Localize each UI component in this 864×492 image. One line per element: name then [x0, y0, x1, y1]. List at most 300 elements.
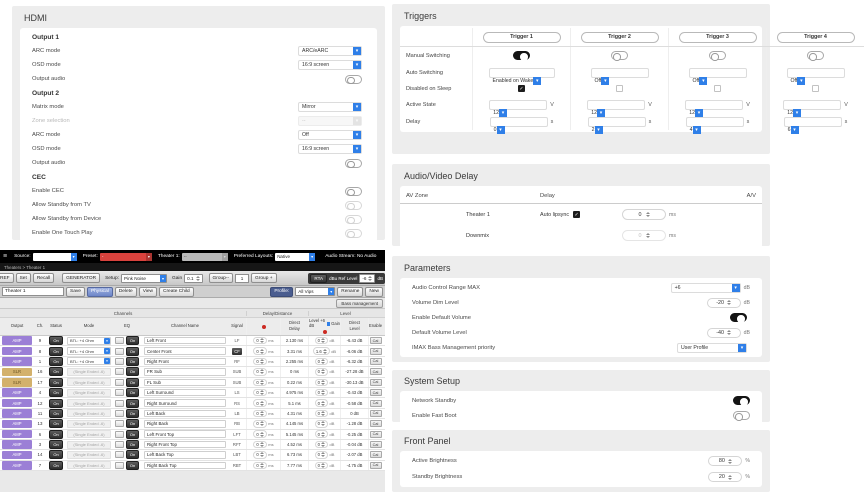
toggle-switch[interactable]: [345, 201, 362, 210]
chevron-down-icon: ▾: [732, 284, 740, 292]
ref-button[interactable]: REF: [0, 273, 14, 283]
direct-delay-value: 4.145 ms: [285, 421, 304, 427]
cal-button[interactable]: Cal: [370, 358, 382, 365]
channel-number: 12: [37, 400, 43, 406]
direct-delay-value: 4.52 ms: [287, 442, 302, 448]
unit-label: ms: [268, 442, 274, 448]
channel-name-input[interactable]: Left Back Top: [144, 451, 226, 459]
disabled-on-sleep-checkbox[interactable]: [714, 85, 721, 92]
stepper-arrows-icon[interactable]: [728, 475, 732, 480]
cal-button[interactable]: Cal: [370, 400, 382, 407]
eq-on-button[interactable]: On: [126, 336, 139, 345]
cal-button[interactable]: Cal: [370, 368, 382, 375]
physical-button[interactable]: Physical: [87, 287, 113, 297]
settings-row: [20, 44, 377, 58]
chevron-down-icon: ▾: [72, 254, 75, 259]
delay-stepper[interactable]: 0: [253, 420, 267, 428]
eq-button[interactable]: [115, 451, 124, 458]
eq-on-button[interactable]: On: [126, 409, 139, 418]
eq-button[interactable]: [115, 431, 124, 438]
stepper-arrows-icon[interactable]: [260, 463, 264, 468]
triggers-card: [400, 26, 848, 133]
mode-fixed-label: (Single Ended -6): [67, 409, 111, 417]
unit-label: ms: [268, 358, 274, 364]
stepper-arrows-icon[interactable]: [260, 349, 264, 354]
level-stepper[interactable]: 0: [315, 430, 329, 438]
output-type-badge: AMP: [2, 388, 32, 397]
eq-button[interactable]: [115, 410, 124, 417]
level-stepper[interactable]: 1.6: [313, 347, 330, 355]
hdmi-panel: [12, 6, 385, 240]
unit-label: s: [844, 118, 848, 125]
toggle-switch[interactable]: [345, 159, 362, 168]
stepper[interactable]: -20: [707, 298, 741, 308]
eq-button[interactable]: [115, 400, 124, 407]
channel-row: [0, 461, 385, 471]
eq-on-button[interactable]: On: [126, 450, 139, 459]
eq-on-button[interactable]: On: [126, 388, 139, 397]
channel-number: 13: [37, 421, 43, 427]
theater-toolbar: [0, 286, 385, 298]
stepper[interactable]: 80: [708, 456, 742, 466]
stepper[interactable]: 20: [708, 472, 742, 482]
stepper-arrows-icon[interactable]: [727, 330, 731, 335]
stepper-arrows-icon[interactable]: [321, 359, 325, 364]
status-on-button[interactable]: On: [49, 388, 62, 397]
channel-name-input[interactable]: Right Back Top: [144, 462, 226, 470]
status-on-button[interactable]: On: [49, 450, 62, 459]
stepper[interactable]: -40: [707, 328, 741, 338]
settings-row: [20, 100, 377, 114]
mode-dropdown[interactable]: BTL: +4 Ohm ▾: [67, 347, 111, 355]
stepper-arrows-icon[interactable]: [728, 459, 732, 464]
unit-label: dB: [329, 369, 335, 375]
recall-button[interactable]: Recall: [33, 273, 54, 283]
active-state-dropdown[interactable]: 12 ▾: [587, 100, 645, 110]
stepper-arrows-icon[interactable]: [321, 432, 325, 437]
eq-button[interactable]: [115, 337, 124, 344]
stepper-arrows-icon[interactable]: [321, 390, 325, 395]
col-enable: Enable: [368, 318, 382, 335]
stepper-arrows-icon[interactable]: [368, 276, 372, 281]
stepper-arrows-icon[interactable]: [260, 411, 264, 416]
auto-lipsync-checkbox[interactable]: [573, 211, 580, 218]
delay-dropdown[interactable]: 0 ▾: [490, 117, 548, 127]
direct-delay-value: 4.31 ms: [287, 410, 302, 416]
delay-stepper[interactable]: 0: [253, 358, 267, 366]
cal-button[interactable]: Cal: [370, 420, 382, 427]
eq-on-button[interactable]: On: [126, 367, 139, 376]
trigger-3-button[interactable]: Trigger 3: [679, 32, 757, 43]
manual-switching-toggle[interactable]: [709, 51, 726, 60]
toggle-switch[interactable]: [345, 187, 362, 196]
delay-stepper[interactable]: 0: [253, 462, 267, 470]
stepper-arrows-icon[interactable]: [260, 380, 264, 385]
toggle-switch[interactable]: [345, 75, 362, 84]
disabled-on-sleep-checkbox[interactable]: [616, 85, 623, 92]
setting-label: Allow Standby from TV: [32, 202, 91, 208]
delay-dropdown[interactable]: 2 ▾: [588, 117, 646, 127]
chevron-down-icon: ▾: [147, 254, 150, 259]
toggle-switch[interactable]: [345, 229, 362, 238]
chevron-down-icon: ▾: [330, 289, 333, 294]
channel-name-input[interactable]: Center Front: [144, 347, 226, 355]
audio-stream-value: No Audio: [356, 254, 377, 259]
stepper-arrows-icon[interactable]: [323, 349, 327, 354]
stepper-arrows-icon[interactable]: [646, 212, 650, 217]
dbu-ref-level-stepper[interactable]: -6: [359, 274, 375, 283]
delay-row: [400, 113, 864, 133]
delay-stepper[interactable]: 0: [253, 399, 267, 407]
source-dropdown[interactable]: [33, 253, 77, 261]
cal-button[interactable]: Cal: [370, 379, 382, 386]
col-direct-level: Direct Level: [340, 318, 368, 335]
trigger-4-button[interactable]: Trigger 4: [777, 32, 855, 43]
dropdown[interactable]: [298, 144, 362, 154]
direct-delay-value: 2.255 ms: [285, 358, 304, 364]
dbu-ref-level-label: dBu Ref Level: [329, 275, 358, 281]
delay-stepper[interactable]: 0: [253, 337, 267, 345]
eq-button[interactable]: [115, 441, 124, 448]
chevron-down-icon: ▾: [223, 254, 226, 259]
status-on-button[interactable]: On: [49, 357, 62, 366]
manual-switching-toggle[interactable]: [611, 51, 628, 60]
stepper-arrows-icon[interactable]: [727, 300, 731, 305]
eq-on-button[interactable]: On: [126, 440, 139, 449]
channel-name-input[interactable]: Right Surround: [144, 399, 226, 407]
delay-stepper[interactable]: 0: [622, 209, 666, 220]
channel-name-input[interactable]: Right Back: [144, 420, 226, 428]
eq-on-button[interactable]: On: [126, 347, 139, 356]
channel-name-input[interactable]: Right Front Top: [144, 441, 226, 449]
auto-switching-dropdown[interactable]: Off ▾: [689, 68, 747, 78]
group-minus-button[interactable]: Group--: [209, 273, 234, 283]
triggers-table: [400, 28, 864, 133]
system-setup-title: System Setup: [404, 376, 461, 386]
status-on-button[interactable]: On: [49, 399, 62, 408]
generator-signal-dropdown[interactable]: Pink Noise ▾: [121, 274, 167, 283]
eq-button[interactable]: [115, 389, 124, 396]
channel-name-input[interactable]: Left Front Top: [144, 430, 226, 438]
channel-row: [0, 398, 385, 408]
unit-label: dB: [329, 452, 335, 458]
status-on-button[interactable]: On: [49, 409, 62, 418]
channel-name-input[interactable]: FL Sub: [144, 379, 226, 387]
mode-dropdown[interactable]: BTL: +4 Ohm ▾: [67, 337, 111, 345]
level-stepper[interactable]: 0: [315, 379, 329, 387]
status-on-button[interactable]: On: [49, 347, 62, 356]
unit-label: dB: [329, 338, 335, 344]
trigger-1-button[interactable]: Trigger 1: [483, 32, 561, 43]
delete-button[interactable]: Delete: [115, 287, 137, 297]
menu-icon[interactable]: ≡: [3, 253, 8, 260]
delay-stepper[interactable]: 0: [253, 389, 267, 397]
cal-button[interactable]: Cal: [370, 462, 382, 469]
eq-button[interactable]: [115, 348, 124, 355]
manual-switching-toggle[interactable]: [807, 51, 824, 60]
save-button[interactable]: Save: [66, 287, 85, 297]
chevron-down-icon: ▾: [353, 117, 361, 125]
level-stepper[interactable]: 0: [315, 337, 329, 345]
output-type-badge: AMP: [2, 347, 32, 356]
eq-on-button[interactable]: On: [126, 399, 139, 408]
rta-button[interactable]: RTA: [310, 274, 327, 283]
parameters-rows: [400, 280, 762, 355]
settings-row: [400, 469, 762, 485]
stepper-arrows-icon[interactable]: [321, 369, 325, 374]
stepper-arrows-icon[interactable]: [321, 401, 325, 406]
stepper-arrows-icon[interactable]: [321, 452, 325, 457]
delay-stepper[interactable]: 0: [253, 451, 267, 459]
chevron-down-icon: ▾: [695, 109, 703, 117]
preset-label: Preset:: [82, 254, 98, 259]
status-on-button[interactable]: On: [49, 367, 62, 376]
theater-name-input[interactable]: Theater 1: [2, 287, 64, 296]
trigger-2-button[interactable]: Trigger 2: [581, 32, 659, 43]
stepper-arrows-icon[interactable]: [260, 359, 264, 364]
stepper-arrows-icon[interactable]: [260, 432, 264, 437]
disabled-on-sleep-checkbox[interactable]: [518, 85, 525, 92]
channel-table-body: [0, 336, 385, 471]
generator-toolbar: [0, 271, 385, 286]
col-mode: Mode: [83, 323, 95, 329]
eq-button[interactable]: [115, 368, 124, 375]
level-stepper[interactable]: 0: [315, 420, 329, 428]
status-on-button[interactable]: On: [49, 461, 62, 470]
level-stepper[interactable]: 0: [315, 462, 329, 470]
status-on-button[interactable]: On: [49, 336, 62, 345]
profile-dropdown[interactable]: All Vips ▾: [295, 287, 335, 296]
new-button[interactable]: New: [365, 287, 383, 297]
mute-indicator-icon: [246, 318, 280, 335]
status-on-button[interactable]: On: [49, 419, 62, 428]
unit-label: %: [745, 458, 750, 464]
toggle-switch[interactable]: [730, 313, 747, 322]
gain-stepper[interactable]: 0.1: [184, 274, 202, 283]
setting-control: [298, 46, 365, 56]
auto-lipsync-label: Auto lipsync: [540, 211, 570, 218]
stepper-arrows-icon[interactable]: [260, 442, 264, 447]
set-button[interactable]: Set: [16, 273, 31, 283]
eq-button[interactable]: [115, 358, 124, 365]
toggle-switch[interactable]: [733, 396, 750, 405]
signal-badge: LF: [234, 338, 240, 344]
level-stepper[interactable]: 0: [315, 451, 329, 459]
chevron-down-icon: ▾: [791, 126, 799, 134]
auto-switching-dropdown[interactable]: Enabled on Wake ▾: [489, 68, 555, 78]
row-label: Disabled on Sleep: [406, 85, 452, 92]
cal-button[interactable]: Cal: [370, 337, 382, 344]
unit-label: dB: [329, 442, 335, 448]
chevron-down-icon: ▾: [311, 254, 314, 259]
channel-name-input[interactable]: Left Back: [144, 410, 226, 418]
chevron-down-icon: ▾: [738, 344, 746, 352]
delay-dropdown[interactable]: 6 ▾: [784, 117, 842, 127]
eq-on-button[interactable]: On: [126, 419, 139, 428]
mode-fixed-label: (Single Ended -6): [67, 420, 111, 428]
dropdown[interactable]: [298, 46, 362, 56]
delay-stepper[interactable]: 0: [622, 230, 666, 241]
cal-button[interactable]: Cal: [370, 441, 382, 448]
status-on-button[interactable]: On: [49, 378, 62, 387]
level-stepper[interactable]: 0: [315, 368, 329, 376]
level-stepper[interactable]: 0: [315, 441, 329, 449]
stepper-arrows-icon[interactable]: [321, 411, 325, 416]
dropdown-value: 16:9 screen: [302, 62, 330, 68]
dropdown[interactable]: +6 ▾: [671, 283, 741, 293]
delay-stepper[interactable]: 0: [253, 368, 267, 376]
bass-management-button[interactable]: Bass management: [336, 299, 383, 308]
preferred-layouts-dropdown[interactable]: Native ▾: [277, 254, 314, 259]
setting-control: [298, 116, 365, 126]
dropdown[interactable]: User Profile ▾: [677, 343, 747, 353]
setting-label: OSD mode: [32, 62, 61, 68]
disabled-on-sleep-checkbox[interactable]: [812, 85, 819, 92]
manual-switching-toggle[interactable]: [513, 51, 530, 60]
direct-level-value: -0.43 dB: [346, 390, 363, 396]
eq-button[interactable]: [115, 420, 124, 427]
eq-button[interactable]: [115, 379, 124, 386]
level-stepper[interactable]: 0: [315, 389, 329, 397]
stepper-arrows-icon[interactable]: [196, 276, 200, 281]
unit-label: dB: [329, 400, 335, 406]
view-button[interactable]: View: [139, 287, 157, 297]
mode-fixed-label: (Single Ended -6): [67, 461, 111, 469]
cal-button[interactable]: Cal: [370, 389, 382, 396]
delay-stepper[interactable]: 0: [253, 430, 267, 438]
eq-on-button[interactable]: On: [126, 357, 139, 366]
channel-name-input[interactable]: Right Front: [144, 358, 226, 366]
eq-on-button[interactable]: On: [126, 461, 139, 470]
status-on-button[interactable]: On: [49, 430, 62, 439]
unit-label: dB: [329, 421, 335, 427]
chevron-down-icon: ▾: [793, 109, 801, 117]
chevron-down-icon: ▾: [499, 109, 507, 117]
stepper-arrows-icon[interactable]: [260, 338, 264, 343]
unit-label: dB: [329, 410, 335, 416]
preset-dropdown[interactable]: - ▾: [101, 254, 150, 259]
settings-row: [400, 310, 762, 325]
eq-button[interactable]: [115, 462, 124, 469]
direct-level-value: -6.32 dB: [346, 358, 363, 364]
cal-button[interactable]: Cal: [370, 348, 382, 355]
delay-stepper[interactable]: 0: [253, 347, 267, 355]
settings-row: [20, 156, 377, 170]
toggle-switch[interactable]: [733, 411, 750, 420]
cal-button[interactable]: Cal: [370, 431, 382, 438]
setting-label: Matrix mode: [32, 104, 64, 110]
group-number-field[interactable]: 1: [235, 274, 249, 283]
cal-button[interactable]: Cal: [370, 410, 382, 417]
setting-label: CEC: [32, 173, 46, 181]
setting-control: [345, 215, 365, 224]
theater-dropdown[interactable]: -- ▾: [183, 254, 226, 259]
direct-level-value: -2.07 dB: [346, 452, 363, 458]
front-panel-title: Front Panel: [404, 436, 451, 446]
setting-control: [345, 159, 365, 168]
active-state-dropdown[interactable]: 12 ▾: [685, 100, 743, 110]
theater-label: Theater 1:: [157, 254, 180, 259]
dropdown[interactable]: [298, 102, 362, 112]
setting-label: Standby Brightness: [412, 474, 463, 480]
delay-stepper[interactable]: 0: [253, 441, 267, 449]
col-delay: Delay: [540, 192, 555, 199]
group-plus-button[interactable]: Group +: [251, 273, 276, 283]
stepper-arrows-icon[interactable]: [260, 401, 264, 406]
cal-button[interactable]: Cal: [370, 451, 382, 458]
stepper-arrows-icon[interactable]: [321, 421, 325, 426]
stepper-arrows-icon[interactable]: [260, 421, 264, 426]
settings-row: [400, 295, 762, 310]
zone-label: Theater 1: [466, 211, 490, 218]
rename-button[interactable]: Rename: [337, 287, 363, 297]
create-child-button[interactable]: Create Child: [159, 287, 194, 297]
level-stepper[interactable]: 0: [315, 358, 329, 366]
stepper-arrows-icon[interactable]: [321, 442, 325, 447]
toggle-switch[interactable]: [345, 215, 362, 224]
stepper-arrows-icon[interactable]: [260, 390, 264, 395]
eq-on-button[interactable]: On: [126, 430, 139, 439]
status-on-button[interactable]: On: [49, 440, 62, 449]
chevron-down-icon: ▾: [597, 109, 605, 117]
unit-label: dB: [743, 284, 750, 291]
delay-dropdown[interactable]: 4 ▾: [686, 117, 744, 127]
output-type-badge: AMP: [2, 409, 32, 418]
setting-label: Default Volume Level: [412, 329, 467, 336]
setting-control: [345, 229, 365, 238]
delay-stepper[interactable]: 0: [253, 379, 267, 387]
active-state-dropdown[interactable]: 12 ▾: [489, 100, 547, 110]
auto-switching-dropdown[interactable]: Off ▾: [787, 68, 845, 78]
chevron-down-icon: ▾: [161, 275, 164, 281]
setting-label: ARC mode: [32, 132, 61, 138]
level-stepper[interactable]: 0: [315, 399, 329, 407]
mode-dropdown[interactable]: BTL: +4 Ohm ▾: [67, 357, 111, 365]
dropdown-value: 16:9 screen: [302, 146, 330, 152]
channel-name-input[interactable]: FR Sub: [144, 368, 226, 376]
channel-name-input[interactable]: Left Surround: [144, 389, 226, 397]
stepper-arrows-icon[interactable]: [260, 452, 264, 457]
direct-delay-value: 6.73 ms: [287, 452, 302, 458]
signal-badge: LB: [234, 410, 240, 416]
dropdown[interactable]: [298, 116, 362, 126]
stepper-arrows-icon[interactable]: [260, 369, 264, 374]
active-state-dropdown[interactable]: 12 ▾: [783, 100, 841, 110]
channel-number: 11: [37, 410, 43, 416]
row-label: Manual Switching: [406, 52, 450, 59]
direct-level-value: -6.43 dB: [346, 338, 363, 344]
channel-name-input[interactable]: Left Front: [144, 337, 226, 345]
chevron-down-icon: ▾: [797, 77, 805, 85]
stepper-arrows-icon[interactable]: [321, 380, 325, 385]
delay-stepper[interactable]: 0: [253, 410, 267, 418]
stepper-arrows-icon[interactable]: [321, 463, 325, 468]
level-stepper[interactable]: 0: [315, 410, 329, 418]
channel-number: 14: [37, 452, 43, 458]
auto-switching-dropdown[interactable]: Off ▾: [591, 68, 649, 78]
av-delay-rows: [400, 204, 762, 246]
stepper-arrows-icon[interactable]: [646, 233, 650, 238]
system-setup-panel: [392, 370, 770, 422]
unit-label: dB: [743, 299, 750, 306]
eq-on-button[interactable]: On: [126, 378, 139, 387]
dropdown[interactable]: [298, 60, 362, 70]
stepper-arrows-icon[interactable]: [321, 338, 325, 343]
dropdown[interactable]: [298, 130, 362, 140]
direct-level-value: -0.25 dB: [346, 431, 363, 437]
unit-label: dB: [329, 462, 335, 468]
generator-button[interactable]: GENERATOR: [62, 273, 100, 283]
